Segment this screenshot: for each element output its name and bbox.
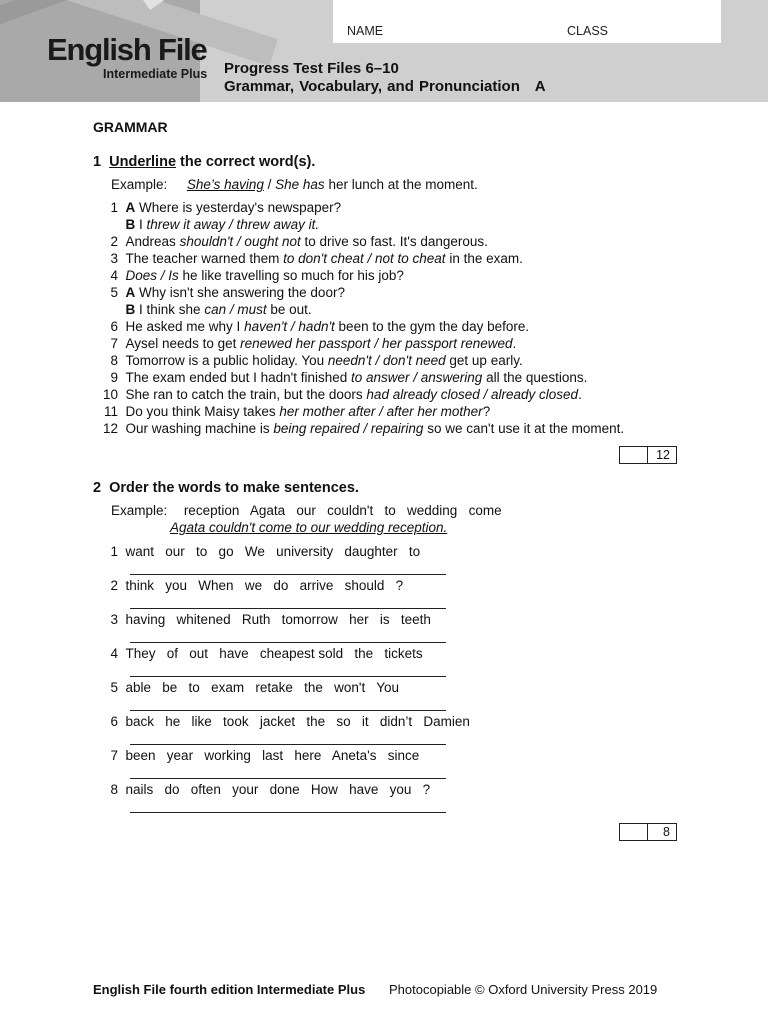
answer-line[interactable]	[130, 676, 446, 677]
q1-item-6: 6 He asked me why I haven't / hadn't been to the gym the day before.	[110, 319, 530, 334]
answer-line[interactable]	[130, 744, 446, 745]
answer-line[interactable]	[130, 574, 446, 575]
question-number: 1	[93, 154, 102, 170]
instruction-text: Order the words to make sentences.	[109, 480, 359, 496]
answer-line[interactable]	[130, 778, 446, 779]
test-title: Progress Test Files 6–10	[224, 60, 399, 77]
q1-item-4: 4 Does / Is he like travelling so much for his job?	[110, 268, 404, 283]
example-words: reception Agata our couldn't to wedding come	[183, 503, 502, 518]
q2-item-7: 7 been year working last here Aneta's since	[110, 748, 420, 763]
q1-item-2: 2 Andreas shouldn't / ought not to drive so fast. It's dangerous.	[110, 234, 488, 249]
q1-item-7: 7 Aysel needs to get renewed her passport / her passport renewed.	[110, 336, 517, 351]
answer-line[interactable]	[130, 710, 446, 711]
q1-item-10: 10 She ran to catch the train, but the doors had already closed / already closed.	[102, 387, 582, 402]
test-subtitle: Grammar, Vocabulary, and Pronunciation A	[224, 78, 546, 95]
name-class-box	[333, 0, 721, 43]
footer-edition: English File fourth edition Intermediate Plus	[93, 982, 366, 997]
q1-total: 12	[656, 448, 670, 462]
example-label: Example:	[111, 503, 168, 518]
logo-title: English File	[47, 32, 207, 67]
q1-item-1a: 1 A Where is yesterday's newspaper?	[110, 200, 342, 215]
example-option-2: She has	[275, 177, 325, 192]
page-header	[0, 0, 768, 102]
example-option-1: She’s having	[186, 177, 264, 192]
q1-item-11: 11 Do you think Maisy takes her mother after / after her mother?	[103, 404, 491, 419]
q1-item-3: 3 The teacher warned them to don't cheat / not to cheat in the exam.	[110, 251, 523, 266]
name-label: NAME	[347, 24, 384, 38]
q2-item-4: 4 They of out have cheapest sold the tickets	[110, 646, 423, 661]
q1-item-5b: B I think she can / must be out.	[125, 302, 312, 317]
answer-line[interactable]	[130, 812, 446, 813]
example-rest: her lunch at the moment.	[324, 177, 478, 192]
q2-item-1: 1 want our to go We university daughter to	[110, 544, 421, 559]
class-label: CLASS	[567, 24, 608, 38]
question-2-instruction	[93, 480, 359, 496]
q2-item-5: 5 able be to exam retake the won't You	[110, 680, 400, 695]
answer-line[interactable]	[130, 608, 446, 609]
q1-item-5a: 5 A Why isn't she answering the door?	[110, 285, 345, 300]
q1-item-9: 9 The exam ended but I hadn't finished to answer / answering all the questions.	[110, 370, 588, 385]
q2-total: 8	[663, 825, 670, 839]
q2-item-8: 8 nails do often your done How have you ?	[110, 782, 431, 797]
instruction-underlined: Underline	[109, 154, 177, 170]
question-1-instruction	[93, 154, 315, 170]
example-answer: Agata couldn't come to our wedding reception.	[170, 520, 448, 535]
q1-item-1b: B I threw it away / threw away it.	[125, 217, 320, 232]
q2-item-2: 2 think you When we do arrive should ?	[110, 578, 404, 593]
q2-score-box[interactable]	[619, 823, 677, 841]
q1-example	[111, 177, 478, 192]
question-number: 2	[93, 480, 102, 496]
q2-item-3: 3 having whitened Ruth tomorrow her is teeth	[110, 612, 431, 627]
footer-copyright: Photocopiable © Oxford University Press 2019	[389, 982, 658, 997]
q1-score-box[interactable]	[619, 446, 677, 464]
answer-line[interactable]	[130, 642, 446, 643]
q2-example	[111, 503, 502, 518]
q2-item-6: 6 back he like took jacket the so it didn’t Damien	[110, 714, 470, 729]
logo-subtitle: Intermediate Plus	[103, 67, 208, 81]
instruction-text: the correct word(s).	[176, 154, 316, 170]
section-title: GRAMMAR	[93, 119, 168, 135]
q1-item-8: 8 Tomorrow is a public holiday. You needn't / don't need get up early.	[110, 353, 523, 368]
example-separator: /	[263, 177, 276, 192]
q1-item-12: 12 Our washing machine is being repaired / repairing so we can't use it at the moment.	[102, 421, 625, 436]
example-label: Example:	[111, 177, 168, 192]
